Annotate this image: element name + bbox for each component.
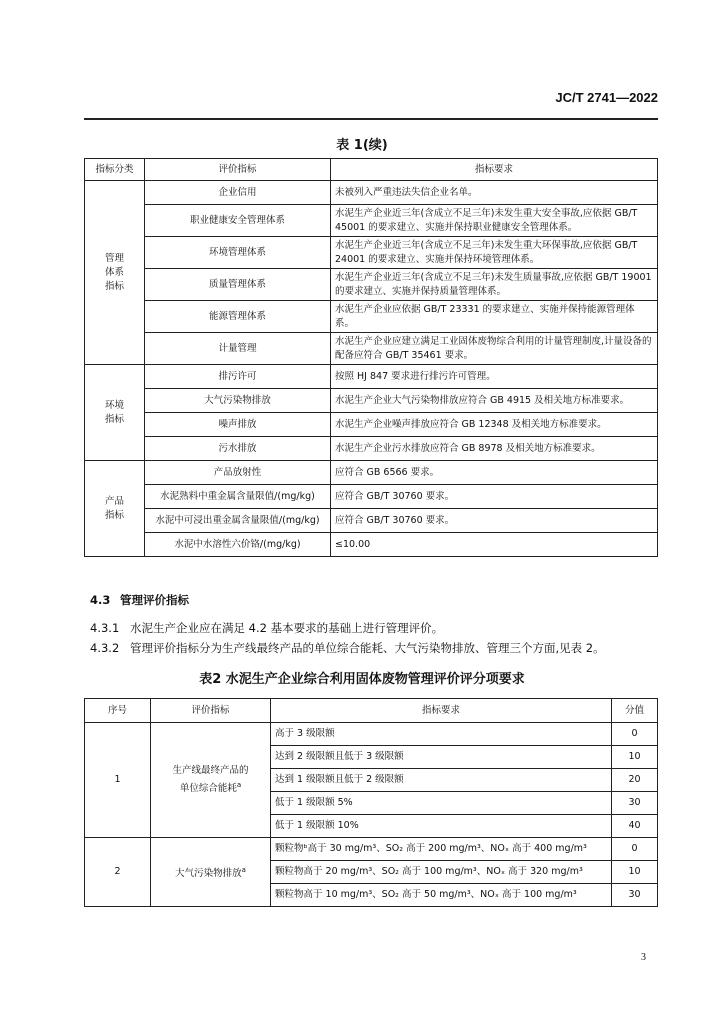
table1-header-requirement: 指标要求 <box>331 159 658 181</box>
table2-indicator-cell <box>151 838 271 907</box>
table2-indicator: 大气污染物排放 <box>175 868 242 880</box>
clause-4-3-1 <box>90 620 443 636</box>
table1-requirement: 应符合 GB/T 30760 要求。 <box>331 509 658 533</box>
table1-row <box>85 333 658 365</box>
table1-indicator: 水泥中可浸出重金属含量限值/(mg/kg) <box>145 509 331 533</box>
table2-score: 10 <box>612 861 658 884</box>
table2-header-score: 分值 <box>612 699 658 723</box>
clause-4-3-2 <box>90 640 605 656</box>
table2-indicator: 生产线最终产品的 单位综合能耗 <box>172 764 249 795</box>
table1-requirement: 应符合 GB 6566 要求。 <box>331 461 658 485</box>
table1-indicator: 污水排放 <box>145 437 331 461</box>
table1-row <box>85 413 658 437</box>
footnote-marker: a <box>236 780 242 789</box>
table2-caption: 表2 水泥生产企业综合利用固体废物管理评价评分项要求 <box>199 672 525 687</box>
table2-header-seq: 序号 <box>85 699 151 723</box>
table1-row <box>85 509 658 533</box>
table2-requirement: 颗粒物ᵇ高于 30 mg/m³、SO₂ 高于 200 mg/m³、NOₓ 高于 400 mg/m³ <box>271 838 612 861</box>
table1-row <box>85 461 658 485</box>
table2-header-indicator: 评价指标 <box>151 699 271 723</box>
table2-requirement: 达到 2 级限额且低于 3 级限额 <box>271 746 612 769</box>
table1-row <box>85 389 658 413</box>
clause-number: 4.3.2 <box>90 641 120 655</box>
table1-indicator: 噪声排放 <box>145 413 331 437</box>
table1-row <box>85 237 658 269</box>
table2-requirement: 高于 3 级限额 <box>271 723 612 746</box>
table1-requirement: 未被列入严重违法失信企业名单。 <box>331 181 658 205</box>
table1-requirement: 水泥生产企业污水排放应符合 GB 8978 及相关地方标准要求。 <box>331 437 658 461</box>
table1-requirement: 水泥生产企业近三年(含成立不足三年)未发生重大安全事故,应依据 GB/T 45001 的要求建立、实施并保持职业健康安全管理体系。 <box>331 205 658 237</box>
table1-requirement: 水泥生产企业应建立满足工业固体废物综合利用的计量管理制度,计量设备的配备应符合 GB/T 35461 要求。 <box>331 333 658 365</box>
table1-requirement: 按照 HJ 847 要求进行排污许可管理。 <box>331 365 658 389</box>
table2-score: 20 <box>612 769 658 792</box>
table1 <box>84 158 658 557</box>
table1-row <box>85 533 658 557</box>
table1-row <box>85 205 658 237</box>
table1-row <box>85 269 658 301</box>
table1-indicator: 环境管理体系 <box>145 237 331 269</box>
table1-indicator: 水泥熟料中重金属含量限值/(mg/kg) <box>145 485 331 509</box>
table1-row <box>85 365 658 389</box>
table1-row <box>85 301 658 333</box>
table2-indicator-cell <box>151 723 271 838</box>
table1-requirement: 水泥生产企业近三年(含成立不足三年)未发生质量事故,应依据 GB/T 19001 的要求建立、实施并保持质量管理体系。 <box>331 269 658 301</box>
section-4-3-heading <box>90 592 189 608</box>
table1-indicator: 排污许可 <box>145 365 331 389</box>
table1-row <box>85 485 658 509</box>
table2-requirement: 达到 1 级限额且低于 2 级限额 <box>271 769 612 792</box>
table1-category: 环境 指标 <box>85 365 145 461</box>
section-number: 4.3 <box>90 593 111 607</box>
table1-requirement: 水泥生产企业应依据 GB/T 23331 的要求建立、实施并保持能源管理体系。 <box>331 301 658 333</box>
table2-requirement: 颗粒物高于 20 mg/m³、SO₂ 高于 100 mg/m³、NOₓ 高于 320 mg/m³ <box>271 861 612 884</box>
page-number: 3 <box>641 952 646 963</box>
footnote-marker: a <box>241 865 246 874</box>
table2-row <box>85 723 658 746</box>
table1-requirement: 应符合 GB/T 30760 要求。 <box>331 485 658 509</box>
table2-seq: 1 <box>85 723 151 838</box>
table2-requirement: 低于 1 级限额 5% <box>271 792 612 815</box>
table1-indicator: 大气污染物排放 <box>145 389 331 413</box>
standard-code: JC/T 2741—2022 <box>555 90 658 105</box>
table1-header-indicator: 评价指标 <box>145 159 331 181</box>
clause-number: 4.3.1 <box>90 621 120 635</box>
table2-header-requirement: 指标要求 <box>271 699 612 723</box>
table1-indicator: 能源管理体系 <box>145 301 331 333</box>
table2-score: 0 <box>612 838 658 861</box>
table2-score: 10 <box>612 746 658 769</box>
table1-requirement: ≤10.00 <box>331 533 658 557</box>
table2-requirement: 颗粒物高于 10 mg/m³、SO₂ 高于 50 mg/m³、NOₓ 高于 100 mg/m³ <box>271 884 612 907</box>
table1-indicator: 水泥中水溶性六价铬/(mg/kg) <box>145 533 331 557</box>
table2-row <box>85 838 658 861</box>
table2-seq: 2 <box>85 838 151 907</box>
section-title: 管理评价指标 <box>120 593 189 607</box>
table2-requirement: 低于 1 级限额 10% <box>271 815 612 838</box>
table1-indicator: 企业信用 <box>145 181 331 205</box>
header-rule <box>84 118 658 120</box>
table1-indicator: 质量管理体系 <box>145 269 331 301</box>
table1-header-category: 指标分类 <box>85 159 145 181</box>
table1-category: 管理 体系 指标 <box>85 181 145 365</box>
table1-requirement: 水泥生产企业噪声排放应符合 GB 12348 及相关地方标准要求。 <box>331 413 658 437</box>
table1-row <box>85 181 658 205</box>
table1-indicator: 计量管理 <box>145 333 331 365</box>
table1-indicator: 产品放射性 <box>145 461 331 485</box>
table1-requirement: 水泥生产企业大气污染物排放应符合 GB 4915 及相关地方标准要求。 <box>331 389 658 413</box>
clause-text: 管理评价指标分为生产线最终产品的单位综合能耗、大气污染物排放、管理三个方面,见表 2。 <box>130 641 605 655</box>
table1-requirement: 水泥生产企业近三年(含成立不足三年)未发生重大环保事故,应依据 GB/T 24001 的要求建立、实施并保持环境管理体系。 <box>331 237 658 269</box>
table2-score: 40 <box>612 815 658 838</box>
table1-row <box>85 437 658 461</box>
table2 <box>84 698 658 907</box>
table1-category: 产品 指标 <box>85 461 145 557</box>
table2-score: 0 <box>612 723 658 746</box>
table1-indicator: 职业健康安全管理体系 <box>145 205 331 237</box>
clause-text: 水泥生产企业应在满足 4.2 基本要求的基础上进行管理评价。 <box>130 621 444 635</box>
table1-caption: 表 1(续) <box>336 138 388 153</box>
table2-score: 30 <box>612 884 658 907</box>
table2-score: 30 <box>612 792 658 815</box>
